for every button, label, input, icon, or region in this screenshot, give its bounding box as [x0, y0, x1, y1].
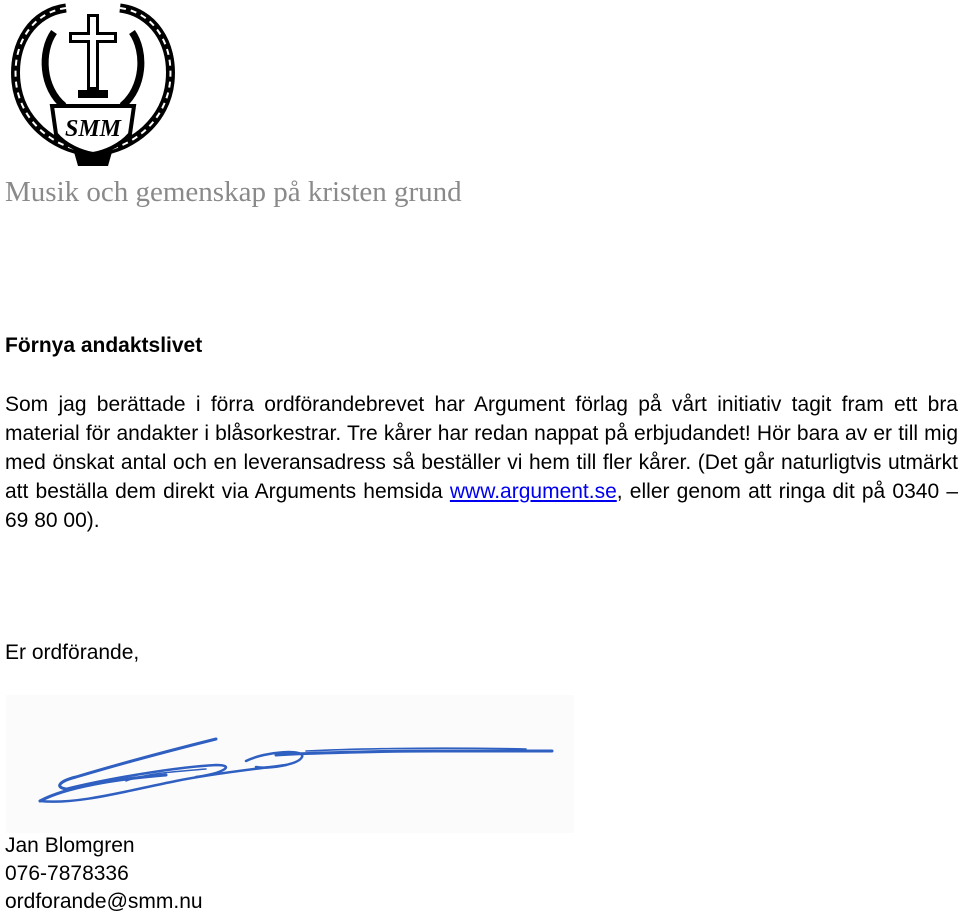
cross-icon	[69, 14, 117, 90]
paragraph-text: Som jag berättade i förra ordförandebrevet har Argument förlag på vårt initiativ tagit fram ett bra material för andakter i blåsorkestrar. Tre kårer har redan nappat på erbjudandet! Hör bara av er till mig med önskat antal och en leveransadress så beställer vi hem till fler kårer. (Det går naturligtvis utmärkt att beställa dem direkt via Arguments hemsida	[5, 393, 958, 503]
tagline: Musik och gemenskap på kristen grund	[5, 176, 462, 208]
signer-email[interactable]: ordforande@smm.nu	[5, 890, 203, 913]
logo-monogram: SMM	[64, 116, 122, 142]
smm-logo	[4, 2, 182, 170]
paragraph-text-end: , eller genom att ringa dit på 0340 – 69 80 00).	[5, 480, 958, 532]
article-paragraph	[5, 390, 958, 535]
closing-greeting: Er ordförande,	[5, 641, 140, 664]
signature-image	[6, 695, 574, 833]
contact-block	[5, 832, 203, 916]
argument-website-link[interactable]: www.argument.se	[449, 480, 617, 503]
article-heading: Förnya andaktslivet	[5, 334, 203, 357]
signer-name: Jan Blomgren	[5, 834, 135, 857]
signer-phone: 076-7878336	[5, 862, 129, 885]
